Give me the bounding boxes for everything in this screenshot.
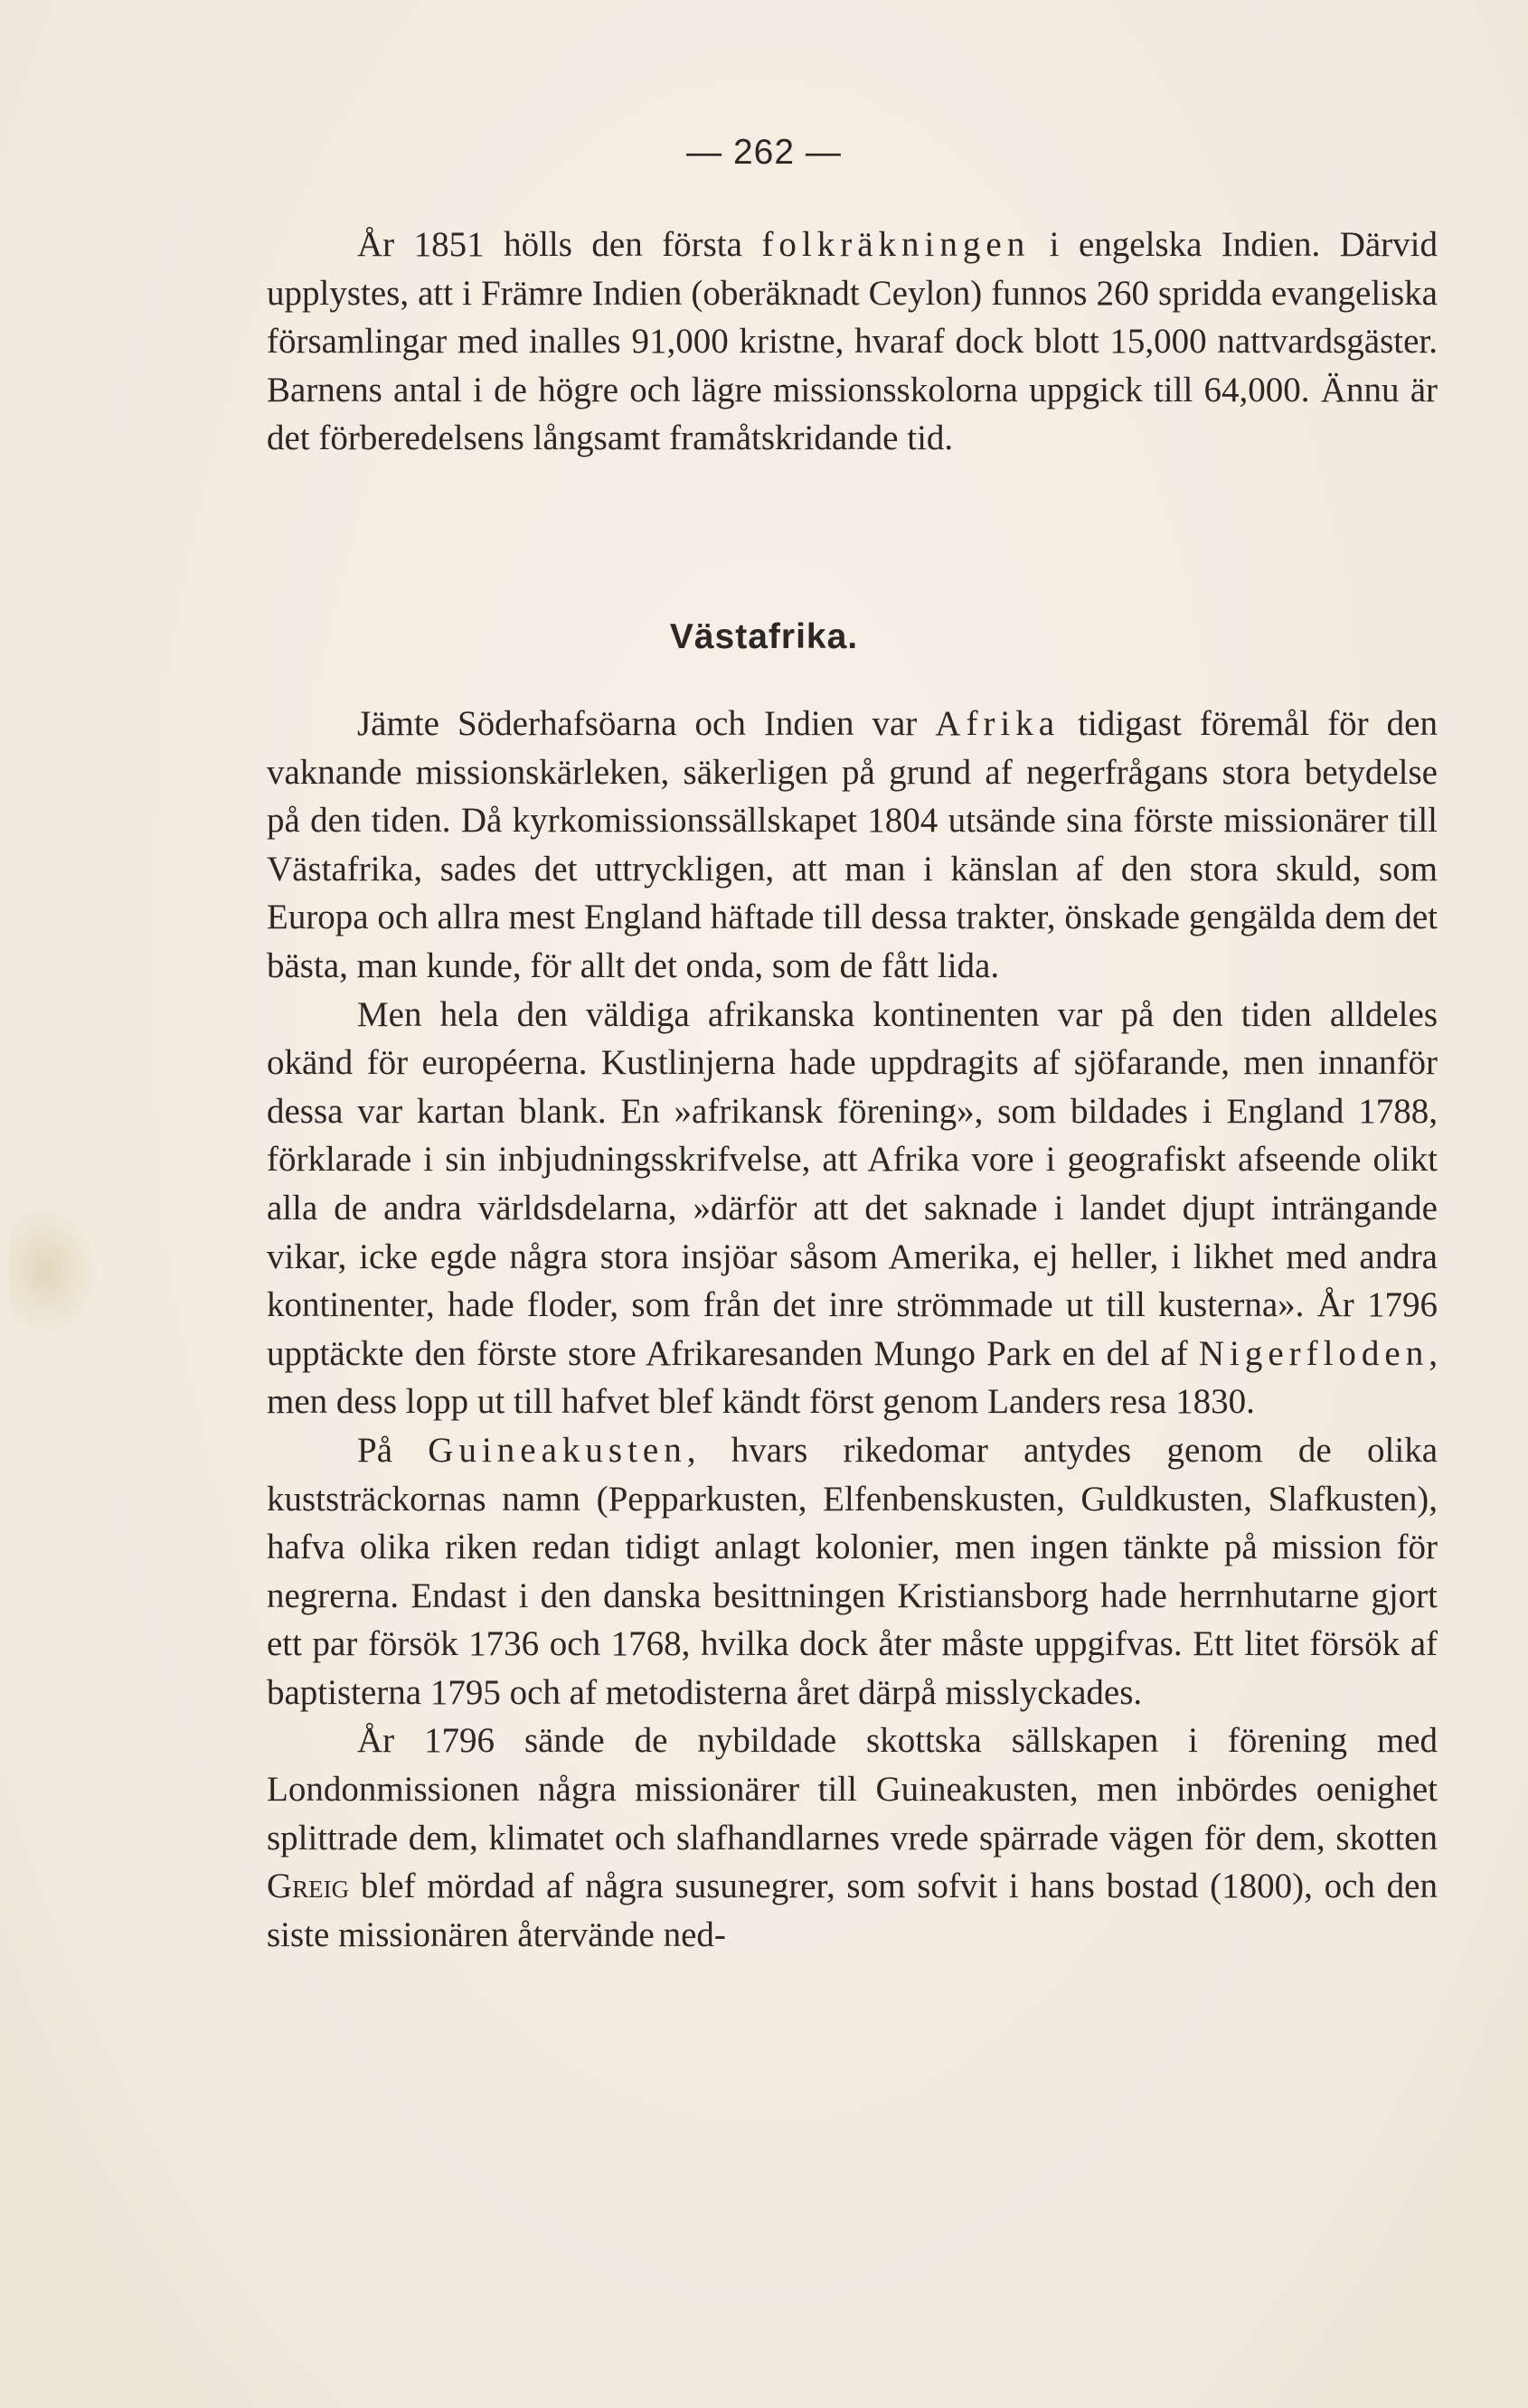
paragraph-scottish-societies: År 1796 sände de nybildade skottska sällskapen i förening med Londonmissionen några missionärer till Guineakusten, men inbördes oenighet splittrade dem, klimatet och slafhandlarnes vrede spärrade vägen för dem, skotten Greig blef mördad af några susunegrer, som sofvit i hans bostad (1800), och den siste missionären återvände ned- — [267, 1721, 1438, 1954]
paper-stain — [9, 1202, 99, 1338]
west-africa-section — [267, 700, 1438, 1959]
section-heading: Västafrika. — [669, 617, 859, 656]
paragraph-census: År 1851 hölls den första folkräkningen i engelska Indien. Därvid upplystes, att i Främre Indien (oberäknadt Ceylon) funnos 260 spridda evangeliska församlingar med inalles 91,000 kristne, hvaraf dock blott 15,000 nattvardsgäster. Barnens antal i de högre och lägre missionsskolorna uppgick till 64,000. Ännu är det förberedelsens långsamt framåtskridande tid. — [267, 225, 1438, 458]
paragraph-early-mission: Jämte Söderhafsöarna och Indien var Afrika tidigast föremål för den vaknande missionskärleken, säkerligen på grund af negerfrågans stora betydelse på den tiden. Då kyrkomissionssällskapet 1804 utsände sina förste missionärer till Västafrika, sades det uttryckligen, att man i känslan af den stora skuld, som Europa och allra mest England häftade till dessa trakter, önskade gengälda dem det bästa, man kunde, för allt det onda, som de fått lida. — [267, 704, 1438, 985]
page-number: — 262 — — [686, 133, 842, 172]
paragraph-guinea-coast: På Guineakusten, hvars rikedomar antydes genom de olika kuststräckornas namn (Pepparkusten, Elfenbenskusten, Guldkusten, Slafkusten), hafva olika riken redan tidigt anlagt kolonier, men ingen tänkte på mission för negrerna. Endast i den danska besittningen Kristiansborg hade herrnhutarne gjort ett par försök 1736 och 1768, hvilka dock åter måste uppgifvas. Ett litet försök af baptisterna 1795 och af metodisterna året därpå misslyckades. — [267, 1430, 1438, 1712]
intro-section — [267, 221, 1438, 463]
paragraph-unknown-continent: Men hela den väldiga afrikanska kontinenten var på den tiden alldeles okänd för européerna. Kustlinjerna hade uppdragits af sjöfarande, men innanför dessa var kartan blank. En »afrikansk förening», som bildades i England 1788, förklarade i sin inbjudningsskrifvelse, att Afrika vore i geografiskt afseende olikt alla de andra världsdelarna, »därför att det saknade i landet djupt inträngande vikar, icke egde några stora insjöar såsom Amerika, ej heller, i likhet med andra kontinenter, hade floder, som från det inre strömmade ut till kusterna». År 1796 upptäckte den förste store Afrikaresanden Mungo Park en del af Nigerfloden, men dess lopp ut till hafvet blef kändt först genom Landers resa 1830. — [267, 994, 1438, 1422]
